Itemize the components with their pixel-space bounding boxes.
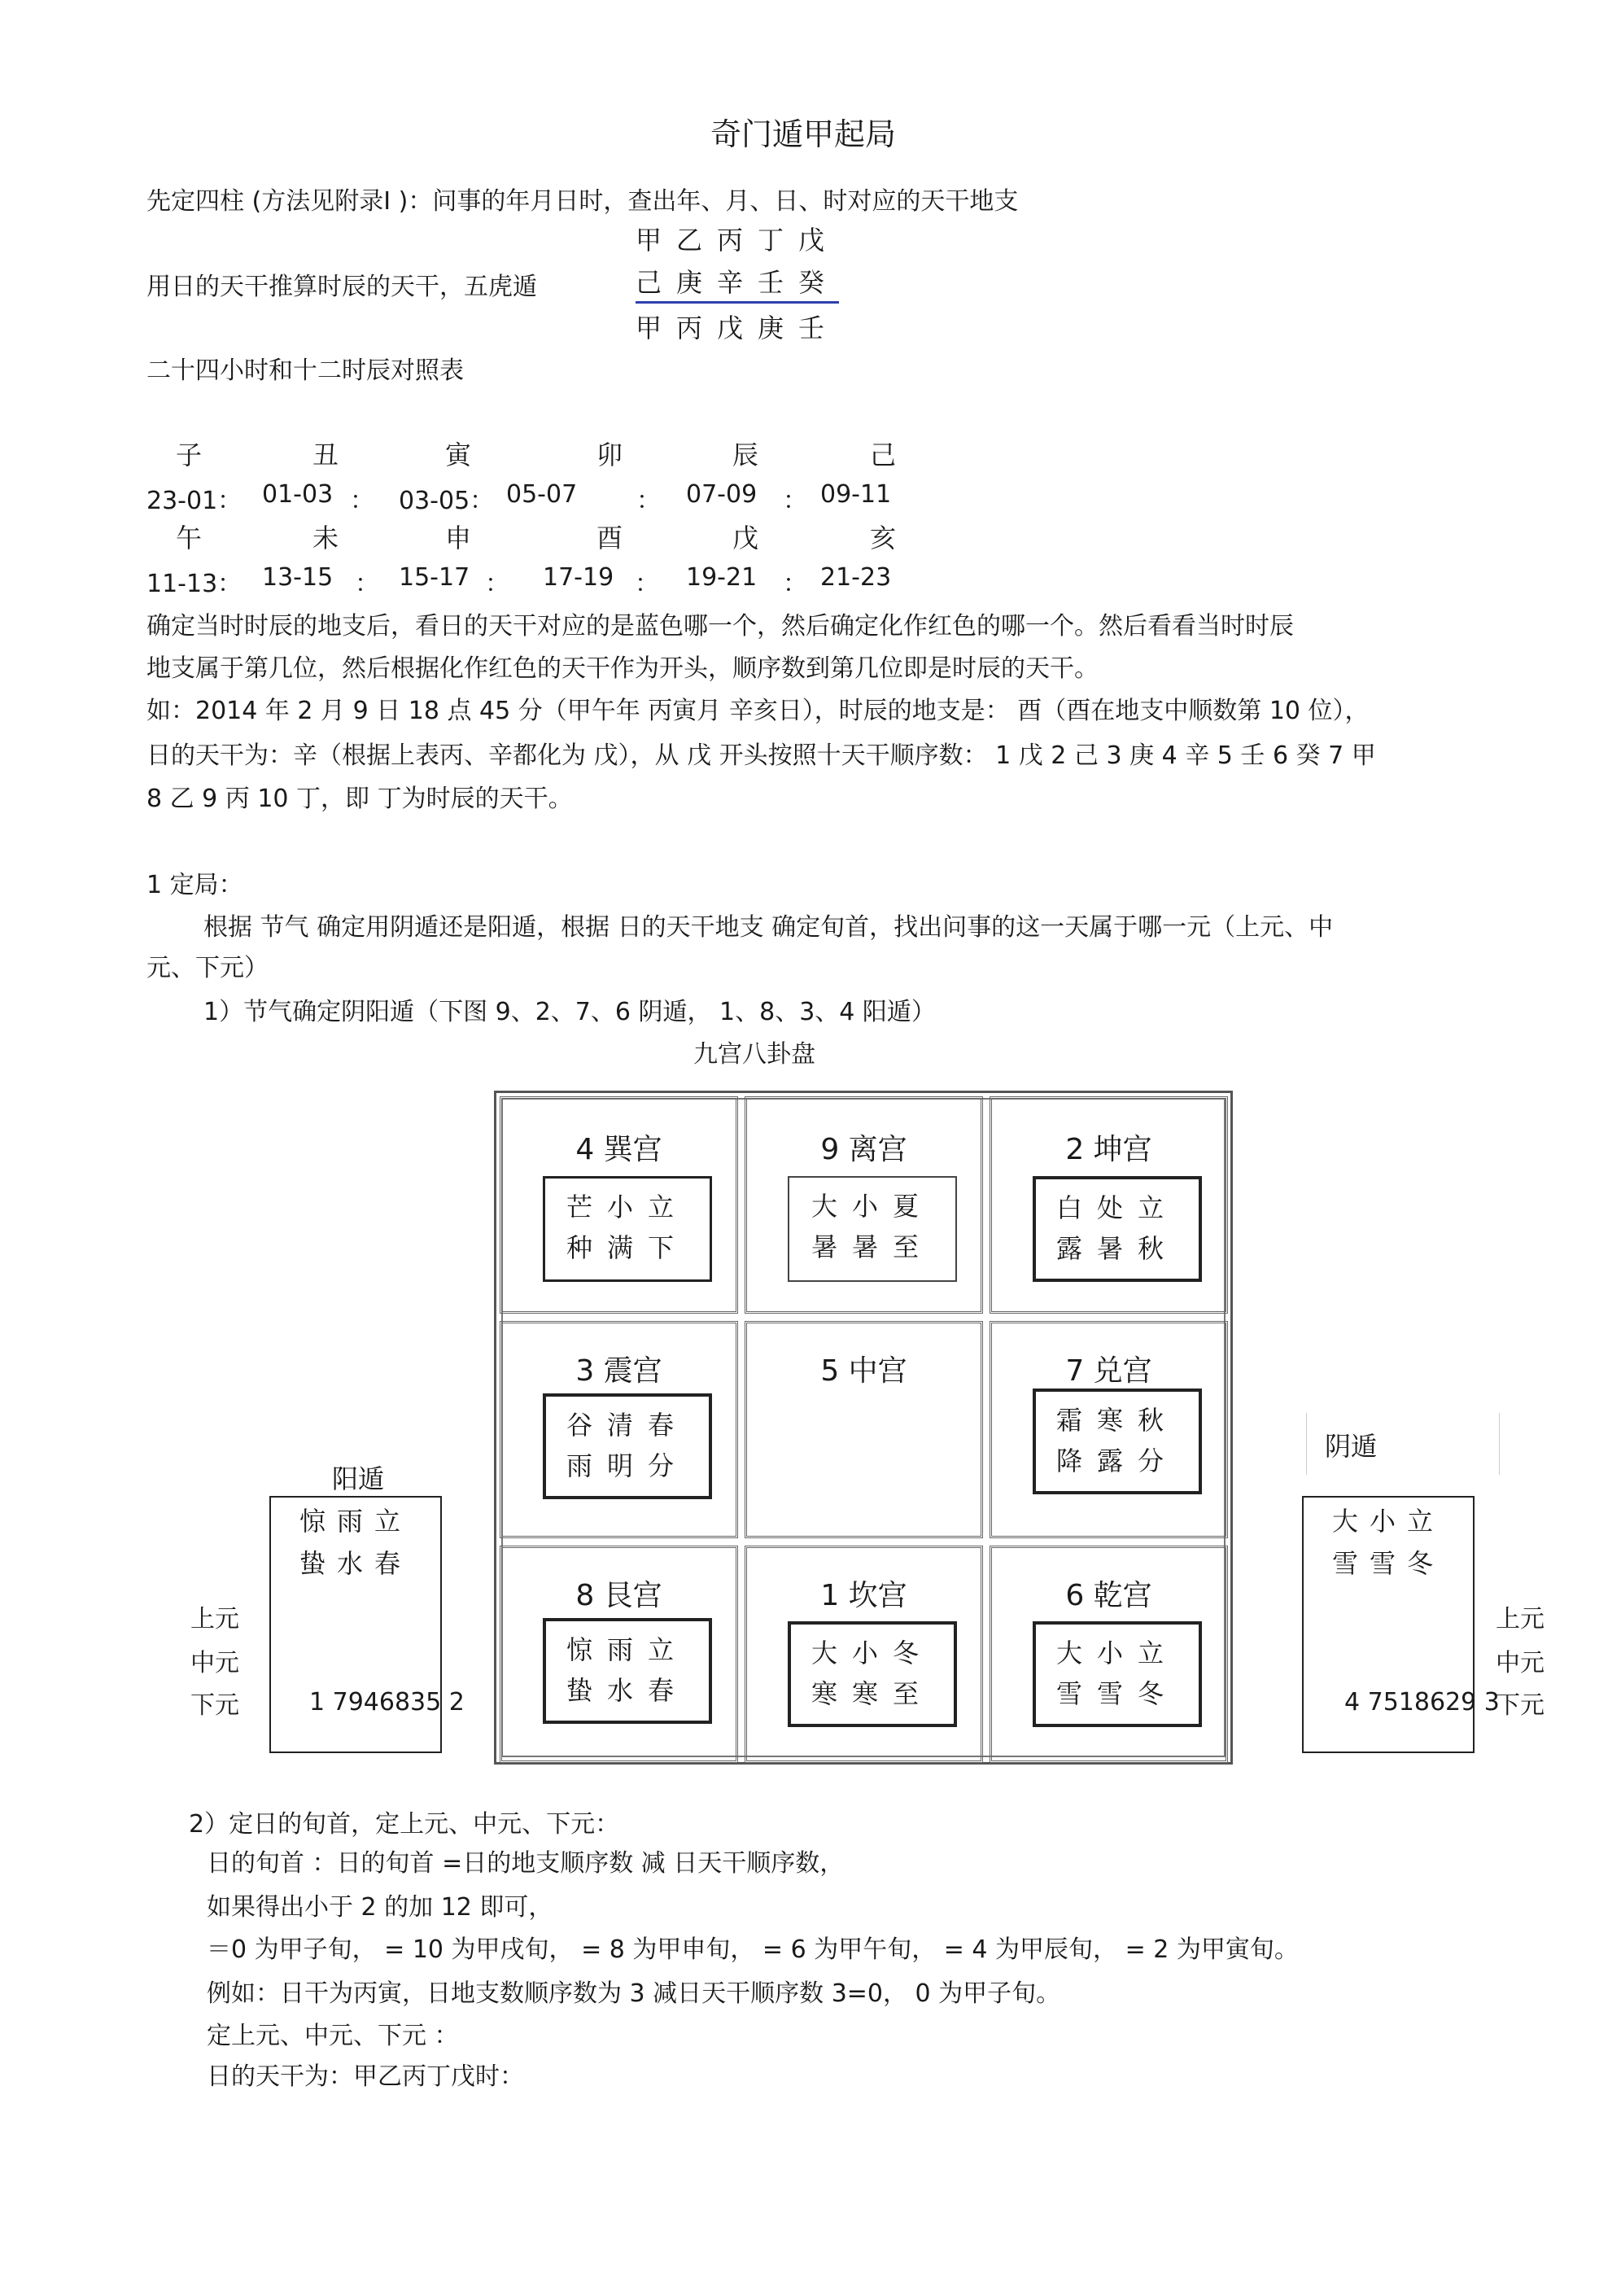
time-15-17: 15-17 <box>399 563 470 592</box>
yin-dun-label: 阴遁 <box>1325 1431 1378 1462</box>
time-01-03: 01-03 <box>262 480 334 509</box>
section-2-line-3: ＝0 为甲子旬， = 10 为甲戌旬， = 8 为甲申旬， = 6 为甲午旬， = 4 为甲辰旬， = 2 为甲寅旬。 <box>207 1935 1299 1964</box>
solar-terms-box <box>543 1393 712 1499</box>
branch-hai: 亥 <box>870 523 897 553</box>
stems-top: 甲乙丙丁戊 <box>636 225 840 256</box>
solar-terms-box <box>543 1176 712 1282</box>
yang-yuan-middle: 中元 <box>190 1649 239 1677</box>
yin-yuan-middle: 中元 <box>1496 1649 1545 1677</box>
solar-terms-row: 雪雪冬 <box>1055 1678 1178 1709</box>
time-13-15: 13-15 <box>262 563 334 592</box>
solar-terms-row: 露暑秋 <box>1055 1233 1178 1264</box>
branch-chou: 丑 <box>312 440 339 470</box>
yang-terms-row: 惊雨立 <box>299 1506 412 1537</box>
yang-yuan-numbers: 1 7946835 2 <box>309 1688 465 1717</box>
section-1-item-1: 1）节气确定阴阳遁（下图 9、2、7、6 阴遁， 1、8、3、4 阳遁） <box>203 998 936 1026</box>
branch-si: 己 <box>870 440 897 470</box>
palace-4-xun <box>500 1096 738 1314</box>
section-1-p1: 根据 节气 确定用阴遁还是阳遁，根据 日的天干地支 确定旬首，找出问事的这一天属于哪一元（上元、中 <box>203 913 1334 942</box>
section-2-line-4: 例如：日干为丙寅，日地支数顺序数为 3 减日天干顺序数 3=0， 0 为甲子旬。 <box>207 1979 1061 2008</box>
yin-terms-row: 雪雪冬 <box>1331 1548 1444 1579</box>
time-21-23: 21-23 <box>820 563 892 592</box>
solar-terms-box <box>543 1618 712 1724</box>
stems-bottom: 甲丙戊庚壬 <box>636 313 840 343</box>
palace-6-qian <box>990 1546 1228 1763</box>
palace-9-li <box>745 1096 983 1314</box>
time-sep: ： <box>355 570 379 598</box>
board-caption: 九宫八卦盘 <box>693 1040 815 1069</box>
solar-terms-row: 降露分 <box>1055 1445 1178 1476</box>
yin-yuan-upper: 上元 <box>1496 1605 1545 1633</box>
solar-terms-box <box>788 1621 957 1727</box>
palace-title: 7 兑宫 <box>1065 1354 1152 1388</box>
solar-terms-row: 暑暑至 <box>810 1231 933 1262</box>
palace-title: 6 乾宫 <box>1065 1579 1152 1612</box>
time-17-19: 17-19 <box>543 563 614 592</box>
nine-palace-board <box>494 1091 1233 1765</box>
section-2-heading: 2）定日的旬首，定上元、中元、下元： <box>189 1810 620 1839</box>
solar-terms-row: 芒小立 <box>566 1192 688 1222</box>
time-sep: ： <box>485 570 509 598</box>
solar-terms-row: 大小夏 <box>810 1191 933 1222</box>
time-19-21: 19-21 <box>686 563 758 592</box>
solar-terms-row: 雨明分 <box>566 1450 688 1481</box>
branch-shen: 申 <box>445 523 472 553</box>
palace-8-gen <box>500 1546 738 1763</box>
branch-yin: 寅 <box>445 440 472 470</box>
branch-you: 酉 <box>596 523 623 553</box>
yang-dun-label: 阳遁 <box>332 1463 385 1494</box>
solar-terms-box <box>788 1176 957 1282</box>
section-1-p2: 元、下元） <box>146 954 269 982</box>
solar-terms-row: 大小冬 <box>810 1638 933 1668</box>
branch-zi: 子 <box>176 440 203 470</box>
time-11-13: 11-13： <box>146 570 242 598</box>
palace-title: 3 震宫 <box>575 1354 662 1388</box>
branch-wu: 午 <box>176 523 203 553</box>
yang-terms-row: 蛰水春 <box>299 1548 412 1579</box>
solar-terms-row: 白处立 <box>1055 1192 1178 1223</box>
yin-yuan-lower: 下元 <box>1496 1691 1545 1720</box>
palace-title: 2 坤宫 <box>1065 1133 1152 1166</box>
solar-terms-row: 寒寒至 <box>810 1678 933 1709</box>
section-2-line-2: 如果得出小于 2 的加 12 即可， <box>207 1893 553 1922</box>
branch-chen: 辰 <box>732 440 759 470</box>
example-line-3: 8 乙 9 丙 10 丁，即 丁为时辰的天干。 <box>146 785 573 813</box>
section-2-line-1: 日的旬首 ：日的旬首 =日的地支顺序数 减 日天干顺序数， <box>207 1849 845 1878</box>
yin-yuan-numbers: 4 7518629 3 <box>1344 1688 1500 1717</box>
table-heading: 二十四小时和十二时辰对照表 <box>146 356 464 385</box>
solar-terms-row: 惊雨立 <box>566 1634 688 1665</box>
page-title: 奇门遁甲起局 <box>710 116 897 152</box>
palace-2-kun <box>990 1096 1228 1314</box>
time-07-09: 07-09 <box>686 480 758 509</box>
time-sep: ： <box>636 487 661 515</box>
yin-terms-row: 大小立 <box>1331 1506 1444 1537</box>
palace-title: 8 艮宫 <box>575 1579 662 1612</box>
time-sep: ： <box>350 487 374 515</box>
section-1-heading: 1 定局： <box>146 871 243 899</box>
time-09-11: 09-11 <box>820 480 892 509</box>
stems-mid: 己庚辛壬癸 <box>636 262 839 304</box>
solar-terms-row: 蛰水春 <box>566 1675 688 1706</box>
example-line-2: 日的天干为：辛（根据上表丙、辛都化为 戊），从 戊 开头按照十天干顺序数： 1 戊 2 己 3 庚 4 辛 5 壬 6 癸 7 甲 <box>146 741 1376 770</box>
time-sep: ： <box>783 570 807 598</box>
section-2-line-6: 日的天干为：甲乙丙丁戊时： <box>207 2062 524 2091</box>
palace-3-zhen <box>500 1321 738 1538</box>
palace-7-dui <box>990 1321 1228 1538</box>
intro-line-2: 用日的天干推算时辰的天干，五虎遁 <box>146 273 537 301</box>
solar-terms-row: 霜寒秋 <box>1055 1405 1178 1436</box>
branch-wei: 未 <box>312 523 339 553</box>
time-05-07: 05-07 <box>506 480 578 509</box>
time-sep: ： <box>635 570 659 598</box>
palace-1-kan <box>745 1546 983 1763</box>
time-03-05: 03-05： <box>399 487 495 515</box>
time-sep: ： <box>783 487 807 515</box>
intro-line-1: 先定四柱 (方法见附录Ⅰ )：问事的年月日时，查出年、月、日、时对应的天干地支 <box>146 187 1019 216</box>
branch-xu: 戊 <box>732 523 759 553</box>
explain-p1a: 确定当时时辰的地支后，看日的天干对应的是蓝色哪一个，然后确定化作红色的哪一个。然后看看当时时辰 <box>146 612 1294 641</box>
yang-yuan-lower: 下元 <box>190 1691 239 1720</box>
palace-5-center <box>745 1321 983 1538</box>
solar-terms-row: 谷清春 <box>566 1410 688 1441</box>
solar-terms-box <box>1033 1621 1202 1727</box>
solar-terms-row: 种满下 <box>566 1232 688 1263</box>
example-line-1: 如：2014 年 2 月 9 日 18 点 45 分（甲午年 丙寅月 辛亥日），时辰的地支是： 酉（酉在地支中顺数第 10 位）， <box>146 697 1370 725</box>
branch-mao: 卯 <box>596 440 623 470</box>
solar-terms-box <box>1033 1389 1202 1494</box>
section-2-line-5: 定上元、中元、下元 ： <box>207 2022 459 2050</box>
solar-terms-row: 大小立 <box>1055 1638 1178 1668</box>
yang-yuan-upper: 上元 <box>190 1605 239 1633</box>
time-23-01: 23-01： <box>146 487 242 515</box>
palace-title: 1 坎宫 <box>820 1579 907 1612</box>
palace-title: 9 离宫 <box>820 1133 907 1166</box>
palace-title: 5 中宫 <box>820 1354 907 1388</box>
palace-title: 4 巽宫 <box>575 1133 662 1166</box>
explain-p1b: 地支属于第几位，然后根据化作红色的天干作为开头，顺序数到第几位即是时辰的天干。 <box>146 654 1099 683</box>
solar-terms-box <box>1033 1176 1202 1282</box>
